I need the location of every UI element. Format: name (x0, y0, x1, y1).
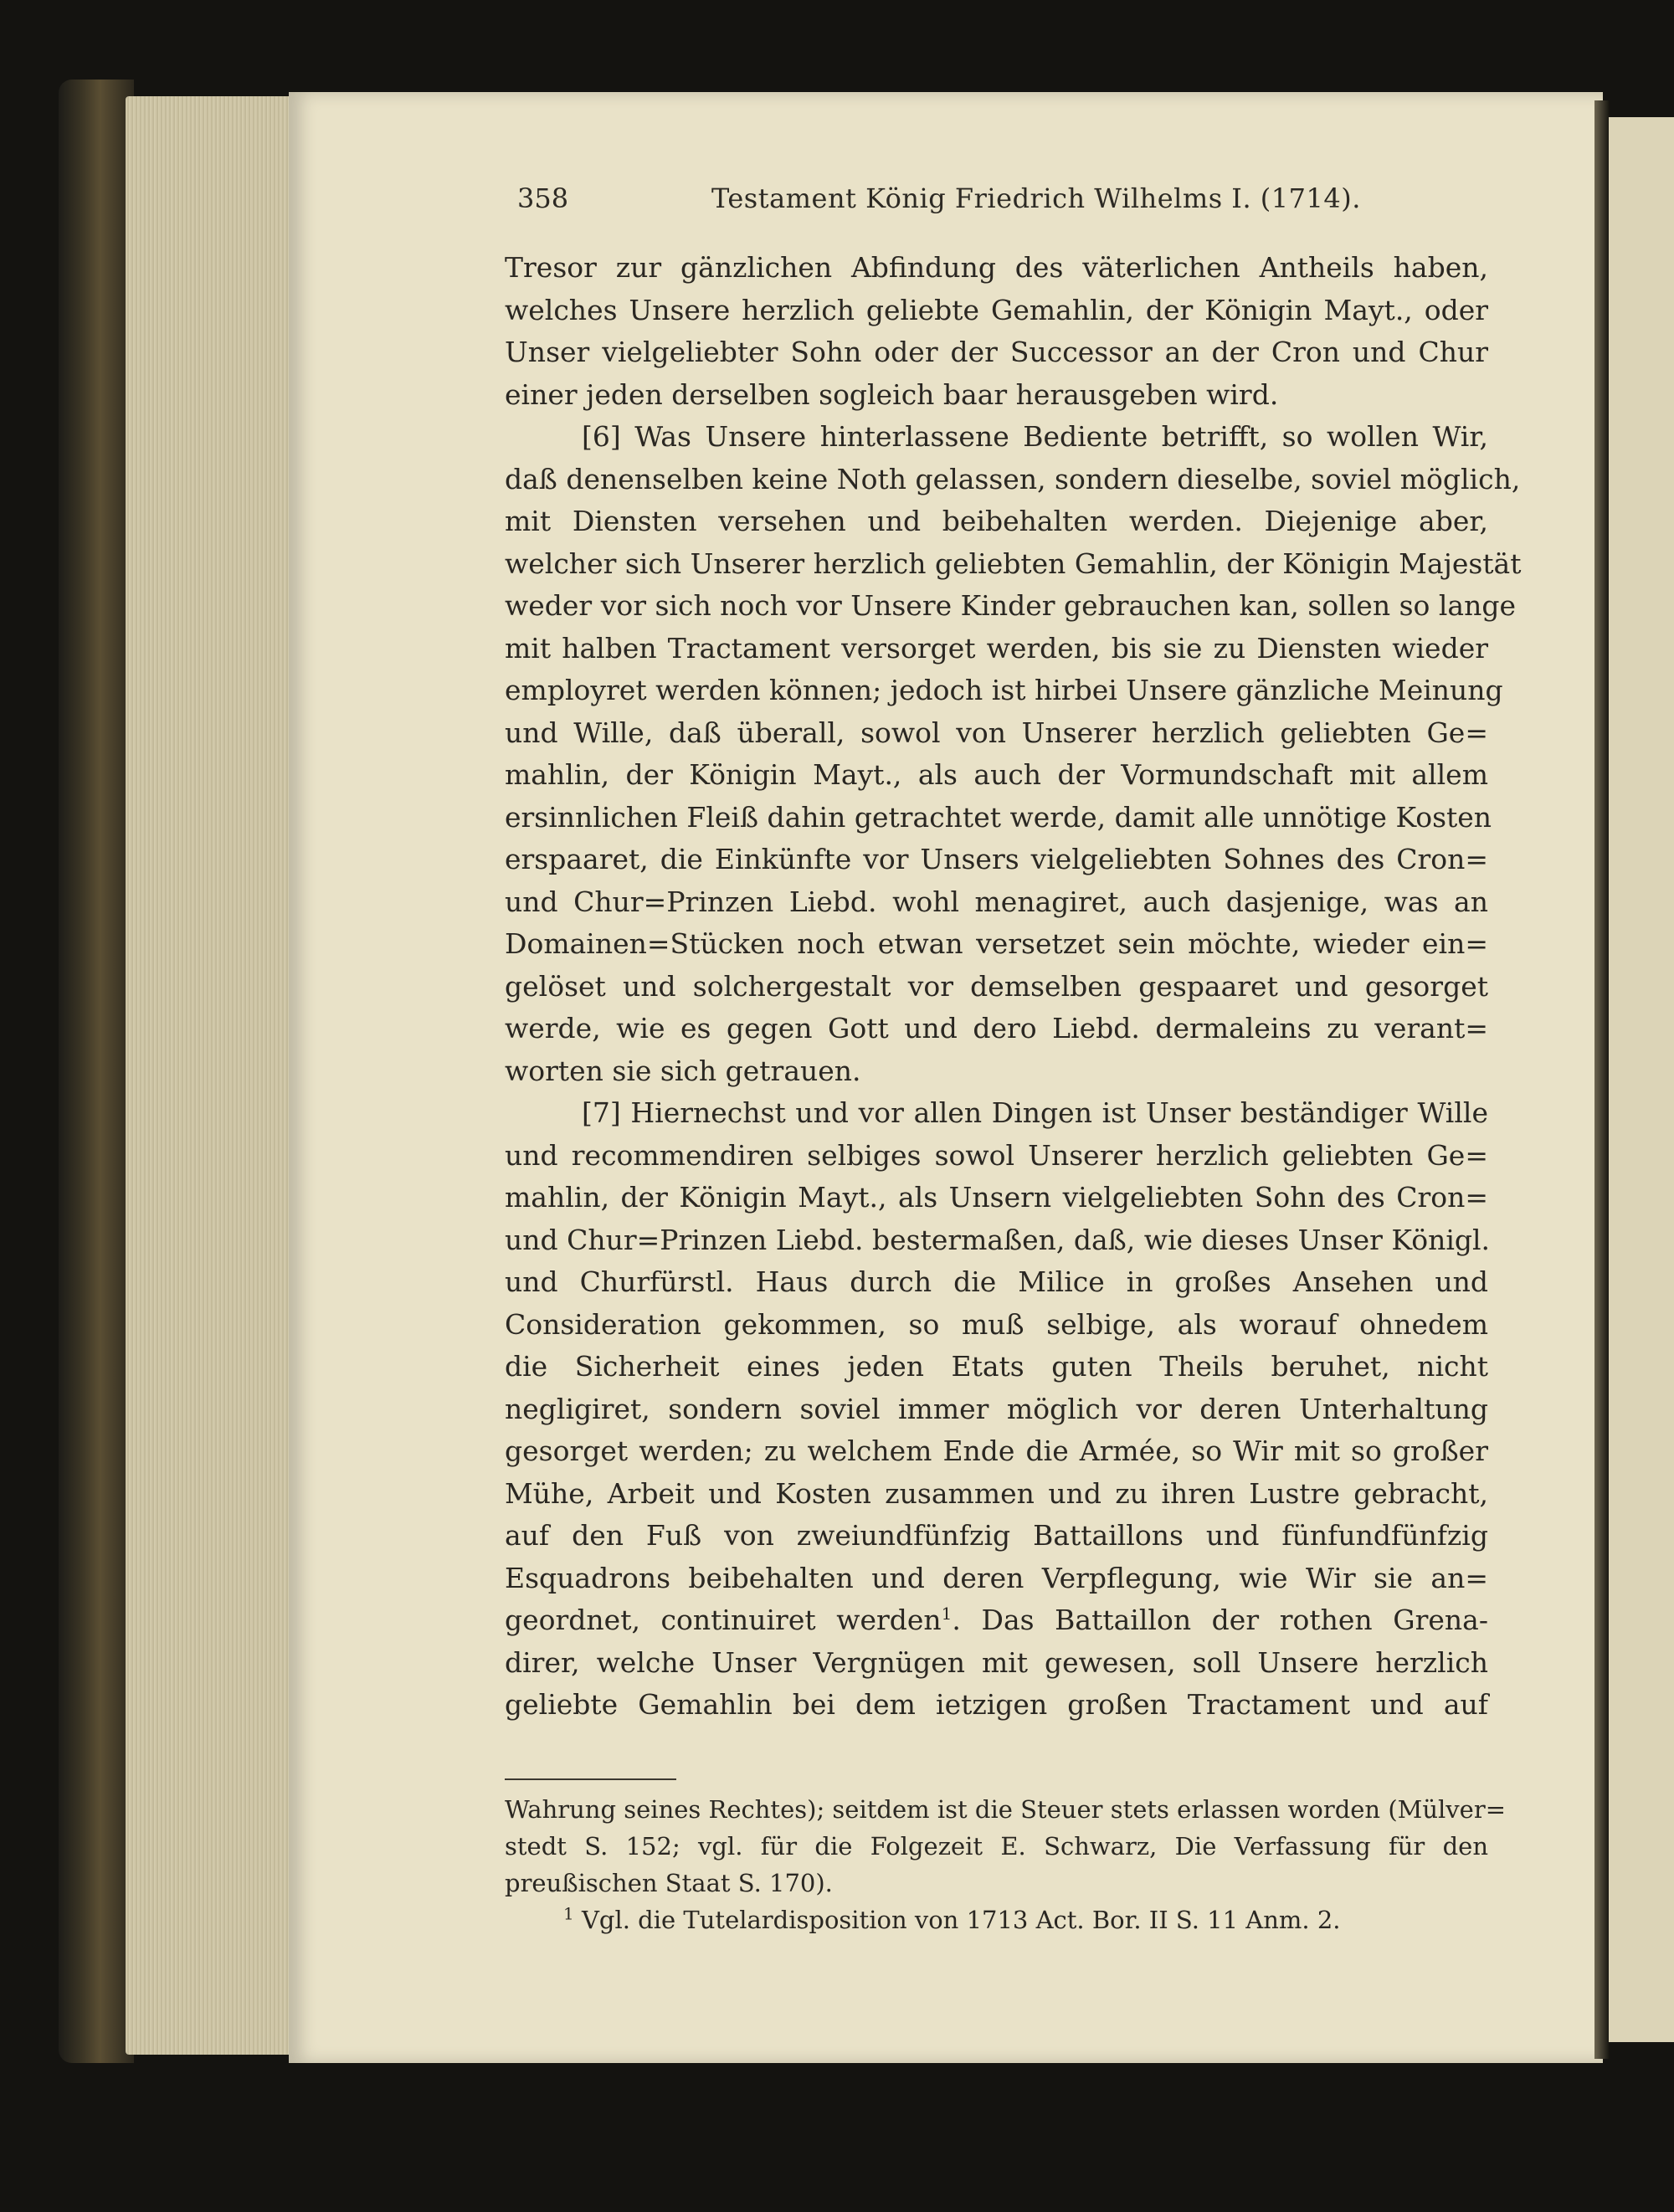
text-line: erspaaret, die Einkünfte vor Unsers vielgeliebten Sohnes des Cron= (505, 843, 1488, 875)
text-line: und Chur=Prinzen Liebd. bestermaßen, daß, wie dieses Unser Königl. (505, 1223, 1491, 1256)
text-line: die Sicherheit eines jeden Etats guten Theils beruhet, nicht (505, 1350, 1488, 1383)
text-line: mit Diensten versehen und beibehalten werden. Diejenige aber, (505, 505, 1488, 537)
book-cover-spine (59, 80, 134, 2063)
running-header (517, 182, 1480, 226)
running-title: Testament König Friedrich Wilhelms I. (1714). (711, 182, 1361, 214)
text-line: Unser vielgeliebter Sohn oder der Successor an der Cron und Chur (505, 336, 1488, 368)
footnote-divider (505, 1778, 676, 1780)
page-edges (126, 96, 306, 2055)
text-line: weder vor sich noch vor Unsere Kinder gebrauchen kan, sollen so lange (505, 589, 1517, 622)
paragraph-6-start: [6] Was Unsere hinterlassene Bediente betrifft, so wollen Wir, (582, 420, 1488, 453)
text-line: daß denenselben keine Noth gelassen, sondern dieselbe, soviel möglich, (505, 462, 1521, 495)
footnote-marker: 1 (563, 1903, 574, 1924)
text-line: mit halben Tractament versorget werden, bis sie zu Diensten wieder (505, 631, 1488, 665)
text-line: employret werden können; jedoch ist hirbei Unsere gänzliche Meinung (505, 674, 1503, 706)
text-line: Tresor zur gänzlichen Abfindung des väterlichen Antheils haben, (505, 251, 1488, 284)
text-line: Mühe, Arbeit und Kosten zusammen und zu ihren Lustre gebracht, (505, 1476, 1488, 1510)
text-line: geliebte Gemahlin bei dem ietzigen großen Tractament und auf (505, 1688, 1488, 1721)
page-number: 358 (517, 182, 569, 214)
book-gutter (1594, 100, 1610, 2059)
text-line: welcher sich Unserer herzlich geliebten Gemahlin, der Königin Majestät (505, 547, 1522, 580)
text-line: mahlin, der Königin Mayt., als Unsern vielgeliebten Sohn des Cron= (505, 1181, 1488, 1214)
text-line: direr, welche Unser Vergnügen mit gewesen, soll Unsere herzlich (505, 1645, 1488, 1679)
footnote-line: stedt S. 152; vgl. für die Folgezeit E. Schwarz, Die Verfassung für den (505, 1832, 1488, 1860)
text-line: ersinnlichen Fleiß dahin getrachtet werde, damit alle unnötige Kosten (505, 800, 1492, 834)
facing-page-edge (1609, 117, 1674, 2042)
text-line: auf den Fuß von zweiundfünfzig Battaillons und fünfundfünfzig (505, 1519, 1488, 1552)
text-line: Domainen=Stücken noch etwan versetzet sein möchte, wieder ein= (505, 927, 1488, 960)
text-line: und Churfürstl. Haus durch die Milice in großes Ansehen und (505, 1265, 1488, 1298)
text-line: negligiret, sondern soviel immer möglich vor deren Unterhaltung (505, 1392, 1488, 1425)
text-line: einer jeden derselben sogleich baar herausgeben wird. (505, 377, 1279, 411)
paragraph-7-start: [7] Hiernechst und vor allen Dingen ist Unser beständiger Wille (582, 1096, 1488, 1129)
text-line: werde, wie es gegen Gott und dero Liebd. dermaleins zu verant= (505, 1012, 1488, 1044)
text-line: welches Unsere herzlich geliebte Gemahlin, der Königin Mayt., oder (505, 293, 1488, 326)
main-text (505, 247, 1522, 1727)
footnote-reference: 1 (941, 1604, 953, 1624)
footnote-text: Vgl. die Tutelardisposition von 1713 Act. Bor. II S. 11 Anm. 2. (581, 1906, 1341, 1934)
text-line: Consideration gekommen, so muß selbige, als worauf ohnedem (505, 1307, 1488, 1341)
text-line: gesorget werden; zu welchem Ende die Armée, so Wir mit so großer (505, 1434, 1488, 1467)
footnote-line: preußischen Staat S. 170). (505, 1869, 833, 1897)
text-line: mahlin, der Königin Mayt., als auch der Vormundschaft mit allem (505, 758, 1488, 791)
footnote-1 (505, 1901, 1488, 1938)
text-line: und Wille, daß überall, sowol von Unserer herzlich geliebten Ge= (505, 716, 1488, 749)
text-line: worten sie sich getrauen. (505, 1054, 861, 1087)
text-line: und recommendiren selbiges sowol Unserer herzlich geliebten Ge= (505, 1138, 1488, 1172)
footnote-line: Wahrung seines Rechtes); seitdem ist die Steuer stets erlassen worden (Mülver= (505, 1795, 1506, 1824)
line-part: Das Battaillon der rothen Grena- (981, 1604, 1488, 1636)
text-line: gelöset und solchergestalt vor demselben gespaaret und gesorget (505, 969, 1488, 1003)
text-line-with-footnote-ref: geordnet, continuiret werden$^1$. Das Battaillon der rothen Grena- (505, 1604, 1488, 1636)
footnotes (505, 1791, 1506, 1938)
line-part: geordnet, continuiret werden (505, 1604, 942, 1636)
text-line: und Chur=Prinzen Liebd. wohl menagiret, auch dasjenige, was an (505, 885, 1488, 918)
text-line: Esquadrons beibehalten und deren Verpflegung, wie Wir sie an= (505, 1561, 1488, 1594)
